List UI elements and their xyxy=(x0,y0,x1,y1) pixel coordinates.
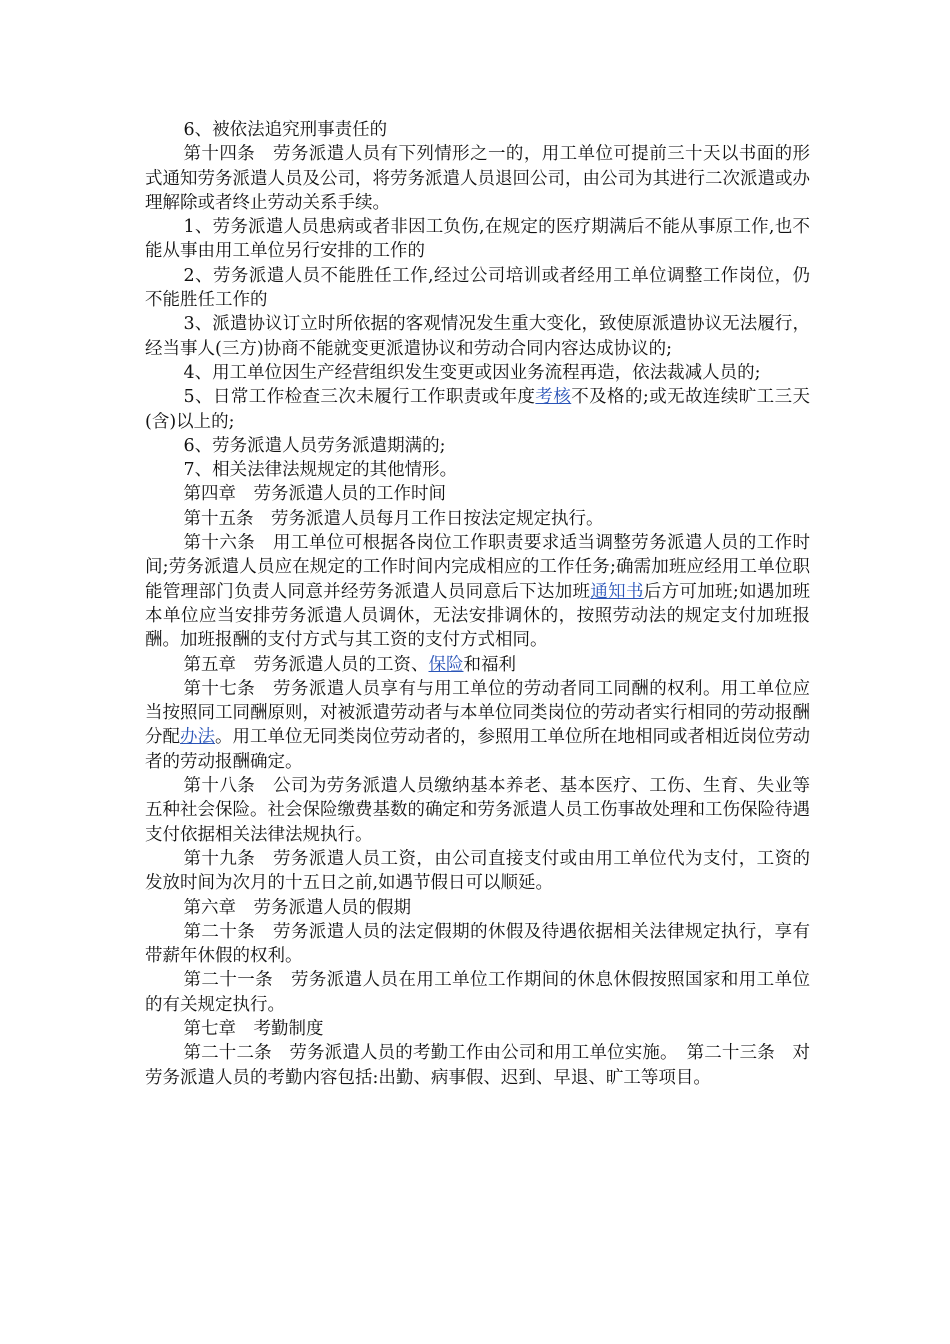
paragraph xyxy=(145,142,810,215)
inline-link[interactable]: 考核 xyxy=(535,387,572,408)
paragraph xyxy=(145,1041,810,1090)
paragraph xyxy=(145,118,810,142)
paragraph xyxy=(145,482,810,506)
paragraph xyxy=(145,531,810,652)
paragraph xyxy=(145,385,810,434)
paragraph-text: 第十九条 劳务派遣人员工资，由公司直接支付或由用工单位代为支付，工资的发放时间为次月的十五日之前,如遇节假日可以顺延。 xyxy=(145,848,810,894)
paragraph xyxy=(145,361,810,385)
paragraph-text: 2、劳务派遣人员不能胜任工作,经过公司培训或者经用工单位调整工作岗位，仍不能胜任工作的 xyxy=(145,265,810,311)
inline-link[interactable]: 保险 xyxy=(428,654,464,675)
paragraph xyxy=(145,847,810,896)
paragraph-text: 4、用工单位因生产经营组织发生变更或因业务流程再造，依法裁减人员的; xyxy=(183,362,761,383)
paragraph xyxy=(145,458,810,482)
paragraph-text: 第十四条 劳务派遣人员有下列情形之一的，用工单位可提前三十天以书面的形式通知劳务派遣人员及公司，将劳务派遣人员退回公司，由公司为其进行二次派遣或办理解除或者终止劳动关系手续。 xyxy=(145,144,810,213)
paragraph-text: 7、相关法律法规规定的其他情形。 xyxy=(183,460,458,481)
paragraph-text: 后方可加班;如遇加班本单位应当安排劳务派遣人员调休，无法安排调休的，按照劳动法的规定支付加班报酬。加班报酬的支付方式与其工资的支付方式相同。 xyxy=(145,581,811,651)
paragraph-text: 6、劳务派遣人员劳务派遣期满的; xyxy=(183,435,446,456)
paragraph-text: 第十八条 公司为劳务派遣人员缴纳基本养老、基本医疗、工伤、生育、失业等五种社会保险。社会保险缴费基数的确定和劳务派遣人员工伤事故处理和工伤保险待遇支付依据相关法律法规执行。 xyxy=(145,776,810,845)
paragraph-text: 第二十一条 劳务派遣人员在用工单位工作期间的休息休假按照国家和用工单位的有关规定执行。 xyxy=(145,970,810,1015)
paragraph xyxy=(145,507,810,531)
paragraph xyxy=(145,896,810,920)
paragraph xyxy=(145,920,810,969)
paragraph-text: 第七章 考勤制度 xyxy=(183,1018,324,1039)
paragraph xyxy=(145,677,810,774)
paragraph-text: 。用工单位无同类岗位劳动者的，参照用工单位所在地相同或者相近岗位劳动者的劳动报酬确定。 xyxy=(145,727,810,772)
inline-link[interactable]: 通知书 xyxy=(590,581,644,602)
paragraph-text: 6、被依法追究刑事责任的 xyxy=(183,120,388,140)
inline-link[interactable]: 办法 xyxy=(180,727,215,748)
paragraph-text: 第十六条 用工单位可根据各岗位工作职责要求适当调整劳务派遣人员的工作时间;劳务派遣人员应在规定的工作时间内完成相应的工作任务;确需加班应经用工单位职能管理部门负责人同意并经劳务派遣人员同意后下达加班 xyxy=(145,533,810,602)
paragraph xyxy=(145,1017,810,1041)
paragraph-text: 第六章 劳务派遣人员的假期 xyxy=(183,897,411,918)
paragraph-text: 第二十二条 劳务派遣人员的考勤工作由公司和用工单位实施。 第二十三条 对劳务派遣人员的考勤内容包括:出勤、病事假、迟到、早退、旷工等项目。 xyxy=(145,1043,810,1088)
paragraph xyxy=(145,434,810,458)
paragraph-text: 第四章 劳务派遣人员的工作时间 xyxy=(183,484,446,505)
paragraph-text: 3、派遣协议订立时所依据的客观情况发生重大变化，致使原派遣协议无法履行，经当事人(三方)协商不能就变更派遣协议和劳动合同内容达成协议的; xyxy=(145,314,810,359)
paragraph xyxy=(145,774,810,847)
paragraph xyxy=(145,968,810,1017)
document-body xyxy=(145,118,810,1090)
paragraph xyxy=(145,312,810,361)
paragraph-text: 不及格的;或无故连续旷工三天(含)以上的; xyxy=(145,387,810,432)
paragraph xyxy=(145,264,810,313)
paragraph-text: 和福利 xyxy=(463,654,516,675)
paragraph-text: 第十七条 劳务派遣人员享有与用工单位的劳动者同工同酬的权利。用工单位应当按照同工同酬原则，对被派遣劳动者与本单位同类岗位的劳动者实行相同的劳动报酬分配 xyxy=(145,678,810,748)
paragraph-text: 5、日常工作检查三次未履行工作职责或年度 xyxy=(183,387,536,408)
paragraph-text: 1、劳务派遣人员患病或者非因工负伤,在规定的医疗期满后不能从事原工作,也不能从事由用工单位另行安排的工作的 xyxy=(145,217,810,262)
paragraph-text: 第五章 劳务派遣人员的工资、 xyxy=(183,654,429,675)
paragraph-text: 第二十条 劳务派遣人员的法定假期的休假及待遇依据相关法律规定执行，享有带薪年休假的权利。 xyxy=(145,921,810,967)
paragraph xyxy=(145,215,810,264)
paragraph-text: 第十五条 劳务派遣人员每月工作日按法定规定执行。 xyxy=(183,508,604,529)
paragraph xyxy=(145,653,810,677)
